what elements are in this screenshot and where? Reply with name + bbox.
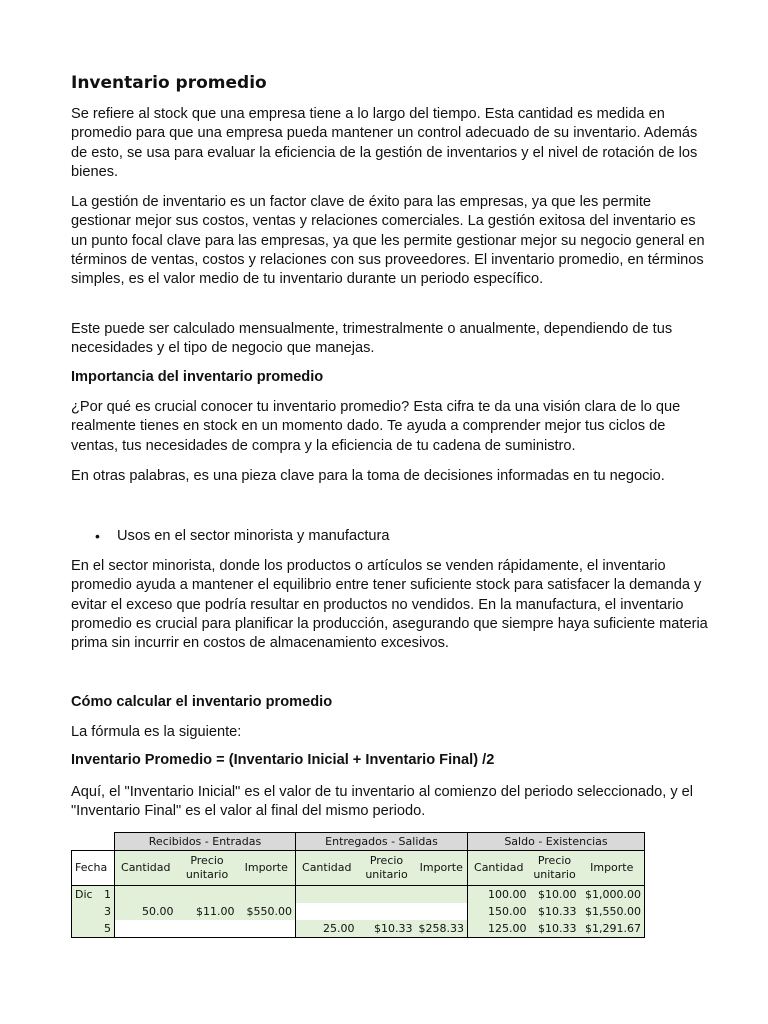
calculation-heading: Cómo calcular el inventario promedio (71, 694, 333, 710)
column-header-cantidad: Cantidad (296, 851, 358, 886)
cell: $1,000.00 (580, 886, 645, 904)
cell: $1,550.00 (580, 903, 645, 920)
cell (358, 903, 416, 920)
column-header-importe: Importe (580, 851, 645, 886)
paragraph-text: La fórmula es la siguiente: (71, 724, 242, 740)
formula-explanation (71, 783, 711, 822)
cell (296, 886, 358, 904)
cell (416, 903, 468, 920)
row-date (72, 920, 115, 938)
formula-text: Inventario Promedio = (Inventario Inicial + Inventario Final) /2 (71, 752, 495, 768)
paragraph-text: Se refiere al stock que una empresa tiene a lo largo del tiempo. Esta cantidad es medida en promedio para que una empresa pueda mantener un control adecuado de su inventario. Además de esto, se usa para evaluar la eficiencia de la gestión de inventarios y el nivel de rotación de los bienes. (71, 106, 698, 180)
cell: 150.00 (468, 903, 530, 920)
cell: $258.33 (416, 920, 468, 938)
group-header-salidas: Entregados - Salidas (296, 833, 468, 851)
importance-heading: Importancia del inventario promedio (71, 369, 324, 385)
table-corner (72, 833, 115, 851)
table-row (72, 886, 645, 904)
cell (296, 903, 358, 920)
intro-paragraph-2 (71, 193, 711, 289)
bullet-icon: • (95, 528, 100, 544)
table-row (72, 920, 645, 938)
list-item-label: Usos en el sector minorista y manufactura (117, 528, 390, 544)
cell: $1,291.67 (580, 920, 645, 938)
bullet-list (71, 527, 711, 546)
column-header-importe: Importe (416, 851, 468, 886)
column-header-cantidad: Cantidad (468, 851, 530, 886)
cell: $550.00 (238, 903, 296, 920)
row-day: 3 (104, 905, 111, 918)
column-header-precio: Precio unitario (358, 851, 416, 886)
paragraph-text: En el sector minorista, donde los productos o artículos se venden rápidamente, el inventario promedio ayuda a mantener el equilibrio entre tener suficiente stock para satisfacer la demanda y evitar el exceso que podría resultar en productos no vendidos. En la manufactura, el inventario promedio es crucial para planificar la producción, asegurando que siempre haya suficiente materia prima sin incurrir en costos de almacenamiento excesivos. (71, 558, 708, 652)
table-group-header-row (72, 833, 645, 851)
column-header-precio: Precio unitario (177, 851, 238, 886)
cell (238, 920, 296, 938)
cell: $10.33 (530, 903, 580, 920)
paragraph-text: Este puede ser calculado mensualmente, trimestralmente o anualmente, dependiendo de tus necesidades y el tipo de negocio que manejas. (71, 321, 673, 357)
group-header-entradas: Recibidos - Entradas (115, 833, 296, 851)
cell: 25.00 (296, 920, 358, 938)
row-date (72, 903, 115, 920)
cell: 125.00 (468, 920, 530, 938)
group-header-existencias: Saldo - Existencias (468, 833, 645, 851)
table-column-header-row (72, 851, 645, 886)
table-row (72, 903, 645, 920)
paragraph-text: Aquí, el "Inventario Inicial" es el valor de tu inventario al comienzo del periodo seleccionado, y el "Inventario Final" es el valor al final del mismo periodo. (71, 784, 694, 820)
row-day: 1 (104, 888, 111, 901)
cell: 50.00 (115, 903, 177, 920)
paragraph-text: En otras palabras, es una pieza clave para la toma de decisiones informadas en tu negocio. (71, 468, 665, 484)
cell: $10.33 (530, 920, 580, 938)
cell (416, 886, 468, 904)
row-day: 5 (104, 922, 111, 935)
cell (177, 886, 238, 904)
row-date (72, 886, 115, 904)
importance-paragraph-2 (71, 467, 711, 486)
row-month: Dic (75, 888, 93, 901)
paragraph-text: La gestión de inventario es un factor clave de éxito para las empresas, ya que les permite gestionar mejor sus costos, ventas y relaciones comerciales. La gestión exitosa del inventario es un punto focal clave para las empresas, ya que les permite gestionar mejor su negocio general en términos de ventas, costos y relaciones con sus proveedores. El inventario promedio, en términos simples, es el valor medio de tu inventario durante un periodo específico. (71, 194, 705, 288)
formula-lead (71, 723, 711, 742)
cell (238, 886, 296, 904)
cell (177, 920, 238, 938)
inventory-table (71, 832, 645, 938)
intro-paragraph-1 (71, 105, 711, 182)
column-header-fecha: Fecha (72, 851, 115, 886)
cell: $10.33 (358, 920, 416, 938)
importance-paragraph-1 (71, 398, 711, 456)
page-title: Inventario promedio (71, 73, 267, 93)
cell: 100.00 (468, 886, 530, 904)
sectors-paragraph (71, 557, 711, 653)
cell: $11.00 (177, 903, 238, 920)
cell (115, 886, 177, 904)
column-header-precio: Precio unitario (530, 851, 580, 886)
column-header-importe: Importe (238, 851, 296, 886)
cell: $10.00 (530, 886, 580, 904)
column-header-cantidad: Cantidad (115, 851, 177, 886)
list-item (71, 527, 711, 546)
paragraph-text: ¿Por qué es crucial conocer tu inventario promedio? Esta cifra te da una visión clara de lo que realmente tienes en stock en un momento dado. Te ayuda a comprender mejor tus ciclos de ventas, tus necesidades de compra y la eficiencia de tu cadena de suministro. (71, 399, 681, 454)
cell (358, 886, 416, 904)
cell (115, 920, 177, 938)
intro-paragraph-3 (71, 320, 711, 359)
